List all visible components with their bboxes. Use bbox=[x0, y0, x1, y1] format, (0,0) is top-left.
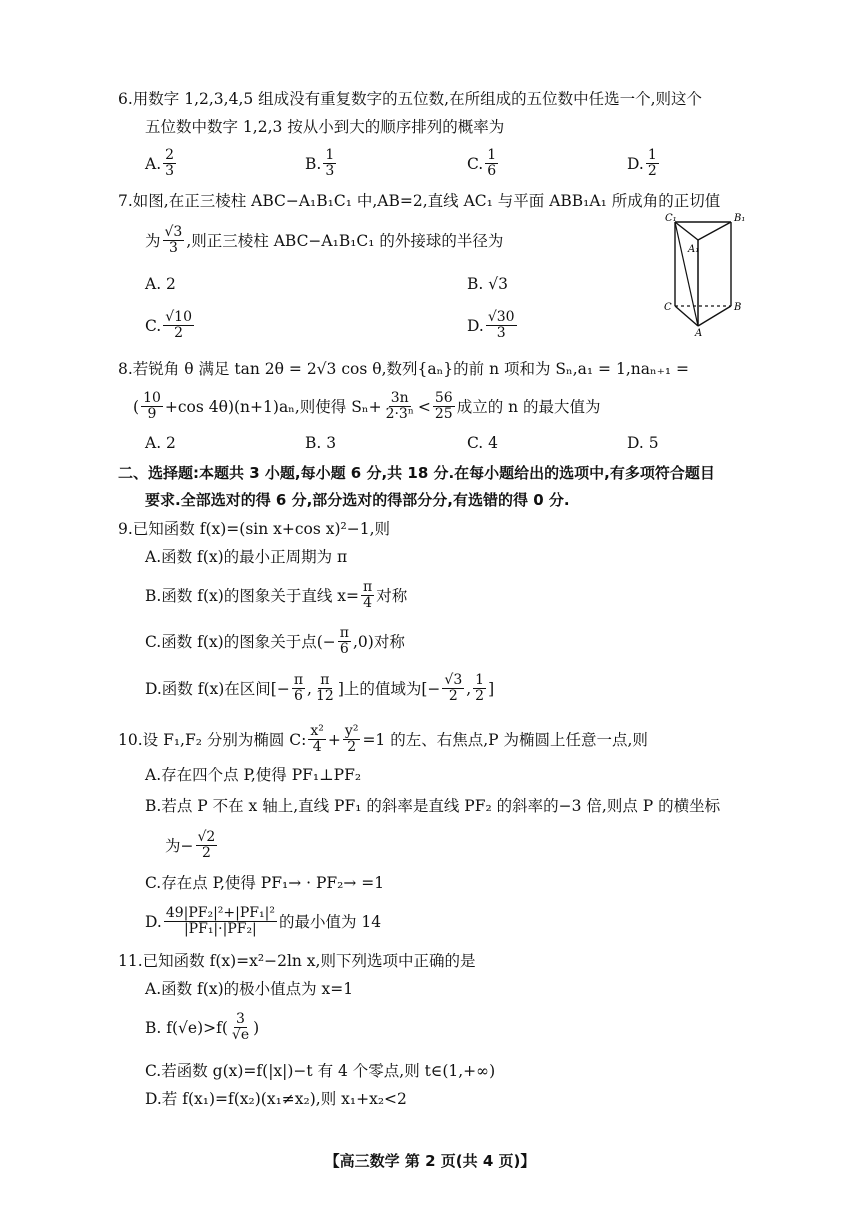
q8-option-c: C. 4 bbox=[467, 434, 499, 452]
q7-option-b: B. √3 bbox=[467, 275, 508, 293]
fraction: $\frac{\pi}{6}$ bbox=[293, 672, 304, 704]
fraction: $\frac{3n}{\text{2·3ⁿ}}$ bbox=[385, 390, 414, 422]
q8-stem-line1: 8.若锐角 θ 满足 tan 2θ = 2√3 cos θ,数列{aₙ}的前 n 项和为 Sₙ,a₁ = 1,naₙ₊₁ = bbox=[118, 360, 690, 378]
q6-options bbox=[145, 148, 845, 188]
q6-option-d: D. $\frac{1}{2}$ bbox=[627, 147, 657, 179]
q10-option-b-line1: B.若点 P 不在 x 轴上,直线 PF₁ 的斜率是直线 PF₂ 的斜率的−3 倍,则点 P 的横坐标 bbox=[145, 797, 721, 815]
q11-option-c: C.若函数 g(x)=f(|x|)−t 有 4 个零点,则 t∈(1,+∞) bbox=[145, 1062, 496, 1080]
q7-option-d: D. $\frac{√30}{3}$ bbox=[467, 309, 515, 341]
q10-option-c: C.存在点 P,使得 PF₁→ · PF₂→ =1 bbox=[145, 874, 385, 892]
label-b: B bbox=[734, 302, 742, 313]
q6-option-b: B. $\frac{1}{3}$ bbox=[305, 147, 335, 179]
fraction: $\frac{\text{y²}}{2}$ bbox=[344, 723, 359, 755]
fraction: $\frac{\text{49|PF₂|²+|PF₁|²}}{\text{|PF₁|·|PF₂|}}$ bbox=[165, 905, 275, 937]
fraction: $\frac{1}{2}$ bbox=[475, 672, 485, 704]
fraction: $\frac{√2}{2}$ bbox=[197, 829, 216, 861]
q10-option-d: D. $\frac{\text{49|PF₂|²+|PF₁|²}}{\text{|PF₁|·|PF₂|}}$ 的最小值为 14 bbox=[145, 905, 382, 937]
fraction: $\frac{\text{x²}}{4}$ bbox=[310, 723, 324, 755]
q7-stem-line2: 为 $\frac{√3}{3}$ ,则正三棱柱 ABC−A₁B₁C₁ 的外接球的半径为 bbox=[145, 224, 504, 256]
q11-stem: 11.已知函数 f(x)=x²−2ln x,则下列选项中正确的是 bbox=[118, 952, 476, 970]
fraction: $\frac{\pi}{6}$ bbox=[339, 625, 349, 657]
section2-heading-line2: 要求.全部选对的得 6 分,部分选对的得部分分,有选错的得 0 分. bbox=[145, 491, 570, 509]
q11-option-d: D.若 f(x₁)=f(x₂)(x₁≠x₂),则 x₁+x₂<2 bbox=[145, 1090, 407, 1108]
q9-option-d: D.函数 f(x)在区间[− $\frac{\pi}{6}$ , $\frac{\pi}{12}$ ]上的值域为[− $\frac{√3}{2}$ , $\frac{1}{2}$ ] bbox=[145, 672, 495, 704]
fraction: $\frac{3}{√e}$ bbox=[231, 1011, 250, 1043]
q6-stem-line1: 6.用数字 1,2,3,4,5 组成没有重复数字的五位数,在所组成的五位数中任选一个,则这个 bbox=[118, 90, 703, 108]
fraction: $\frac{\pi}{12}$ bbox=[315, 672, 334, 704]
label-a: A bbox=[695, 328, 703, 337]
q11-option-a: A.函数 f(x)的极小值点为 x=1 bbox=[145, 980, 354, 998]
q10-option-a: A.存在四个点 P,使得 PF₁⊥PF₂ bbox=[145, 766, 362, 784]
fraction: $\frac{56}{25}$ bbox=[434, 390, 453, 422]
fraction: $\frac{√3}{2}$ bbox=[444, 672, 463, 704]
q9-option-c: C.函数 f(x)的图象关于点(− $\frac{\pi}{6}$ ,0)对称 bbox=[145, 625, 405, 657]
label-b1: B₁ bbox=[734, 213, 746, 224]
fraction: $\frac{√3}{3}$ bbox=[164, 224, 183, 256]
q6-option-c: C. $\frac{1}{6}$ bbox=[467, 147, 497, 179]
q9-stem: 9.已知函数 f(x)=(sin x+cos x)²−1,则 bbox=[118, 520, 391, 538]
q6-option-a: A. $\frac{2}{3}$ bbox=[145, 147, 175, 179]
label-a1: A₁ bbox=[688, 244, 700, 255]
q7-option-c: C. $\frac{√10}{2}$ bbox=[145, 309, 192, 341]
fraction: $\frac{\pi}{4}$ bbox=[362, 579, 373, 611]
q11-option-b: B. f(√e)>f( $\frac{3}{√e}$ ) bbox=[145, 1011, 260, 1043]
fraction: $\frac{1}{6}$ bbox=[487, 147, 497, 179]
q8-option-b: B. 3 bbox=[305, 434, 337, 452]
q7-stem-line1: 7.如图,在正三棱柱 ABC−A₁B₁C₁ 中,AB=2,直线 AC₁ 与平面 ABB₁A₁ 所成角的正切值 bbox=[118, 192, 721, 210]
q9-option-b: B.函数 f(x)的图象关于直线 x= $\frac{\pi}{4}$ 对称 bbox=[145, 579, 408, 611]
q8-option-d: D. 5 bbox=[627, 434, 659, 452]
prism-figure bbox=[655, 212, 755, 337]
q7-option-a: A. 2 bbox=[145, 275, 176, 293]
fraction: $\frac{√30}{3}$ bbox=[487, 309, 515, 341]
fraction: $\frac{1}{2}$ bbox=[647, 147, 657, 179]
q8-stem-line2: ( $\frac{10}{9}$ +cos 4θ)(n+1)aₙ,则使得 Sₙ+ $\frac{3n}{\text{2·3ⁿ}}$ < $\frac{56}{25}$ 成立的 n 的最大值为 bbox=[133, 390, 601, 422]
fraction: $\frac{10}{9}$ bbox=[143, 390, 161, 422]
q10-stem: 10.设 F₁,F₂ 分别为椭圆 C: $\frac{\text{x²}}{4}$ + $\frac{\text{y²}}{2}$ =1 的左、右焦点,P 为椭圆上任意一点,则 bbox=[118, 723, 648, 755]
fraction: $\frac{√10}{2}$ bbox=[165, 309, 192, 341]
page-footer: 【高三数学 第 2 页(共 4 页)】 bbox=[324, 1152, 536, 1170]
fraction: $\frac{1}{3}$ bbox=[325, 147, 335, 179]
q6-stem-line2: 五位数中数字 1,2,3 按从小到大的顺序排列的概率为 bbox=[145, 118, 505, 136]
fraction: $\frac{2}{3}$ bbox=[165, 147, 175, 179]
section2-heading-line1: 二、选择题:本题共 3 小题,每小题 6 分,共 18 分.在每小题给出的选项中,有多项符合题目 bbox=[118, 464, 715, 482]
label-c1: C₁ bbox=[665, 213, 677, 224]
q10-option-b-line2: 为− $\frac{√2}{2}$ bbox=[165, 829, 216, 861]
label-c: C bbox=[664, 302, 672, 313]
q8-option-a: A. 2 bbox=[145, 434, 176, 452]
q9-option-a: A.函数 f(x)的最小正周期为 π bbox=[145, 548, 348, 566]
